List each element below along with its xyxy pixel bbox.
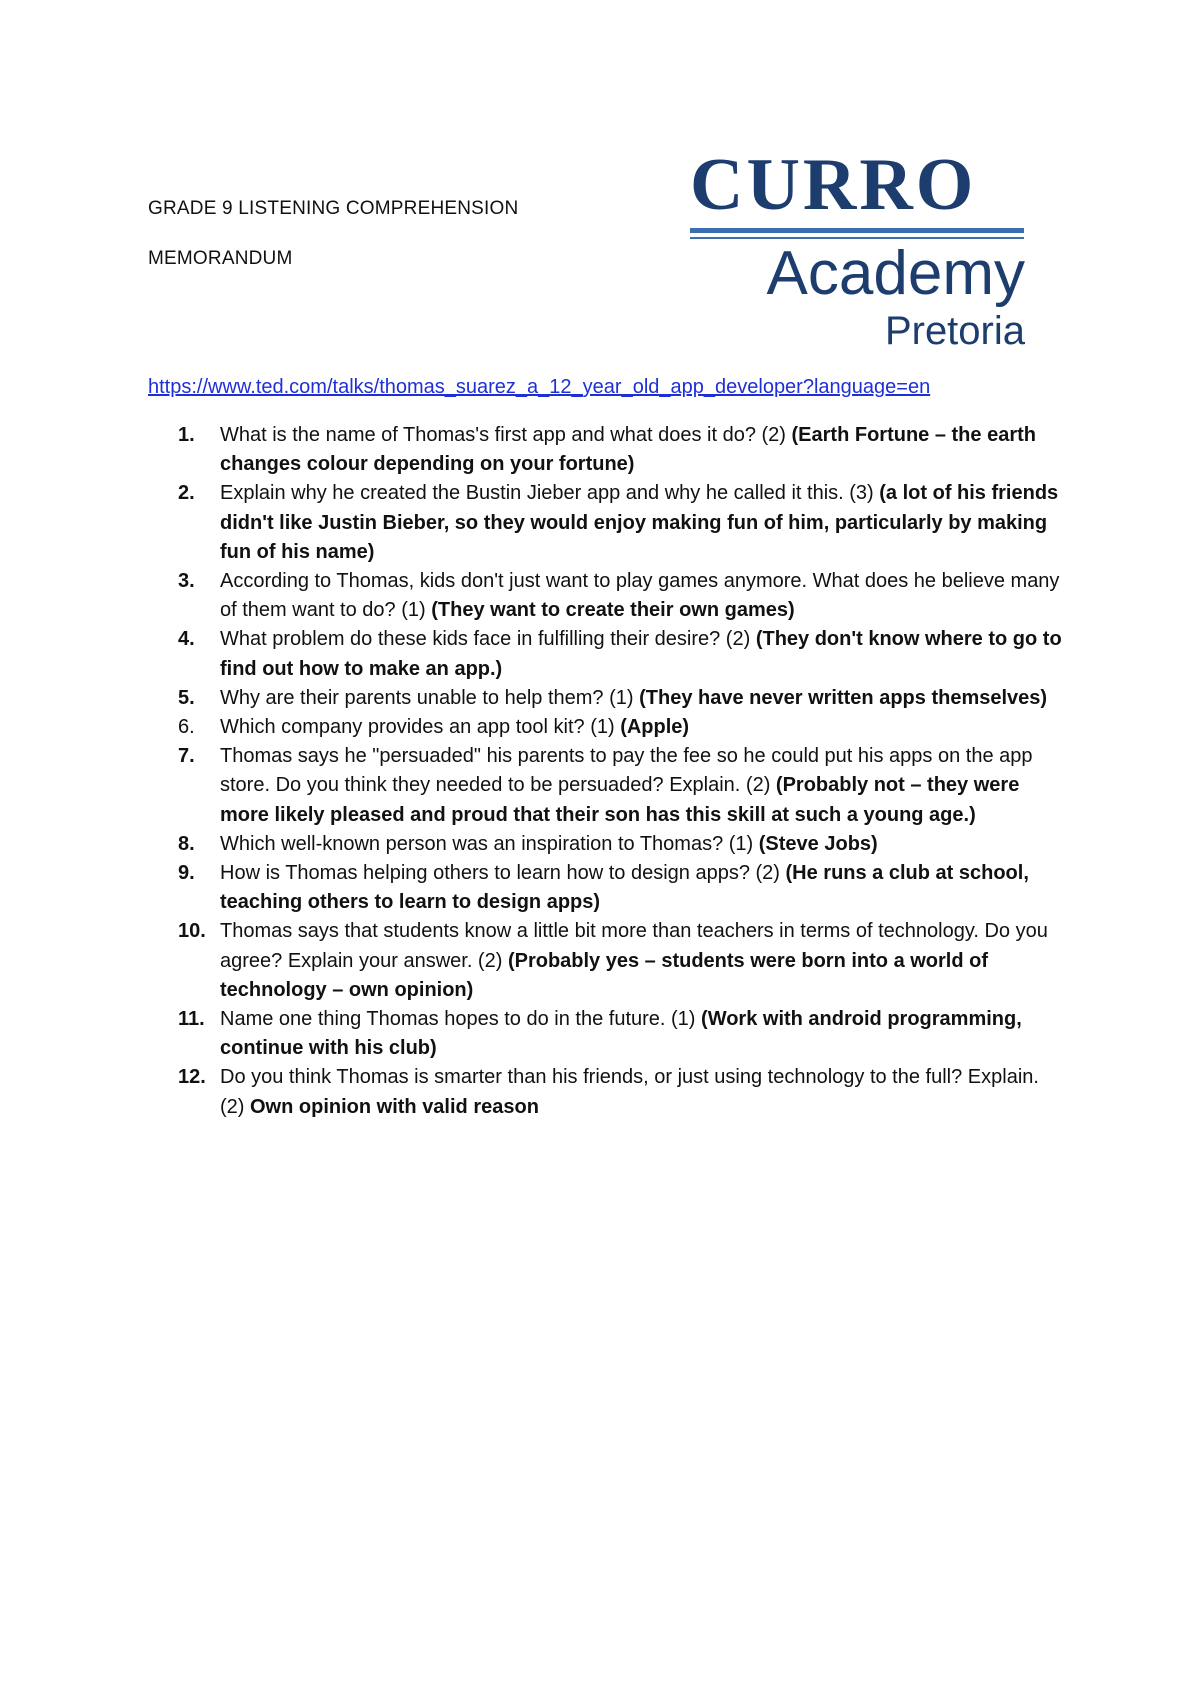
question-number: 3. — [178, 570, 195, 593]
question-number: 11. — [178, 1008, 205, 1031]
question-text: Thomas says that students know a little bit more than teachers in terms of technology. Do you agree? Explain your answer. (2) — [220, 920, 1048, 972]
question-text: Why are their parents unable to help them? (1) — [220, 686, 640, 709]
question-number: 2. — [178, 482, 195, 505]
question-item — [148, 1063, 1068, 1121]
question-item — [148, 625, 1068, 683]
question-text: Thomas says he "persuaded" his parents to pay the fee so he could put his apps on the app store. Do you think they needed to be persuaded? Explain. (2) — [220, 745, 1033, 797]
question-item — [148, 479, 1068, 567]
ted-talk-link[interactable]: https://www.ted.com/talks/thomas_suarez_a_12_year_old_app_developer?language=en — [148, 376, 931, 398]
question-number: 9. — [178, 862, 195, 885]
answer-text: (He runs a club at school, teaching others to learn to design apps) — [220, 862, 1029, 914]
question-text: What is the name of Thomas's first app and what does it do? (2) — [220, 424, 792, 446]
question-number: 12. — [178, 1066, 206, 1089]
question-item — [148, 859, 1068, 917]
question-number: 7. — [178, 745, 195, 768]
answer-text: Own opinion with valid reason — [250, 1095, 539, 1118]
question-item — [148, 830, 1068, 859]
answer-text: (They don't know where to go to find out how to make an app.) — [220, 628, 1062, 680]
question-text: Name one thing Thomas hopes to do in the future. (1) — [220, 1008, 702, 1031]
answer-text: (a lot of his friends didn't like Justin Bieber, so they would enjoy making fun of him, particularly by making fun of his name) — [220, 482, 1059, 563]
question-item — [148, 742, 1068, 830]
question-text: Which well-known person was an inspiration to Thomas? (1) — [220, 832, 759, 855]
question-text: What problem do these kids face in fulfilling their desire? (2) — [220, 628, 756, 651]
answer-text: (Probably not – they were more likely pleased and proud that their son has this skill at such a young age.) — [220, 774, 1020, 826]
question-text: How is Thomas helping others to learn how to design apps? (2) — [220, 862, 786, 885]
question-text: Do you think Thomas is smarter than his friends, or just using technology to the full? Explain. (2) — [220, 1066, 1039, 1118]
curro-academy-logo — [690, 144, 1025, 353]
question-number: 10. — [178, 920, 206, 943]
question-number: 4. — [178, 628, 195, 651]
question-number: 5. — [178, 686, 195, 709]
question-text: According to Thomas, kids don't just want to play games anymore. What does he believe many of them want to do? (1) — [220, 570, 1060, 622]
logo-location: Pretoria — [884, 309, 1025, 353]
question-item — [148, 421, 1068, 479]
question-number: 1. — [178, 424, 195, 446]
question-item — [148, 713, 1068, 742]
question-number: 6. — [178, 716, 195, 739]
document-subtitle: MEMORANDUM — [148, 248, 293, 269]
question-text: Explain why he created the Bustin Jieber app and why he called it this. (3) — [220, 482, 880, 505]
question-text: Which company provides an app tool kit? (1) — [220, 716, 621, 739]
question-item — [148, 1005, 1068, 1063]
question-list — [148, 421, 1068, 1122]
answer-text: (They have never written apps themselves) — [639, 686, 1048, 709]
logo-brand: CURRO — [690, 144, 977, 226]
logo-name: Academy — [766, 239, 1025, 308]
answer-text: (Steve Jobs) — [758, 832, 878, 855]
answer-text: (They want to create their own games) — [431, 599, 795, 622]
answer-text: (Apple) — [620, 716, 690, 739]
document-title: GRADE 9 LISTENING COMPREHENSION — [148, 198, 519, 219]
question-item — [148, 567, 1068, 625]
answer-text: (Earth Fortune – the earth changes colour depending on your fortune) — [220, 424, 1036, 476]
question-item — [148, 684, 1068, 713]
question-number: 8. — [178, 832, 195, 855]
answer-text: (Work with android programming, continue with his club) — [220, 1008, 1022, 1060]
question-item — [148, 917, 1068, 1005]
answer-text: (Probably yes – students were born into a world of technology – own opinion) — [220, 949, 989, 1001]
logo-rule-thick — [690, 228, 1024, 233]
